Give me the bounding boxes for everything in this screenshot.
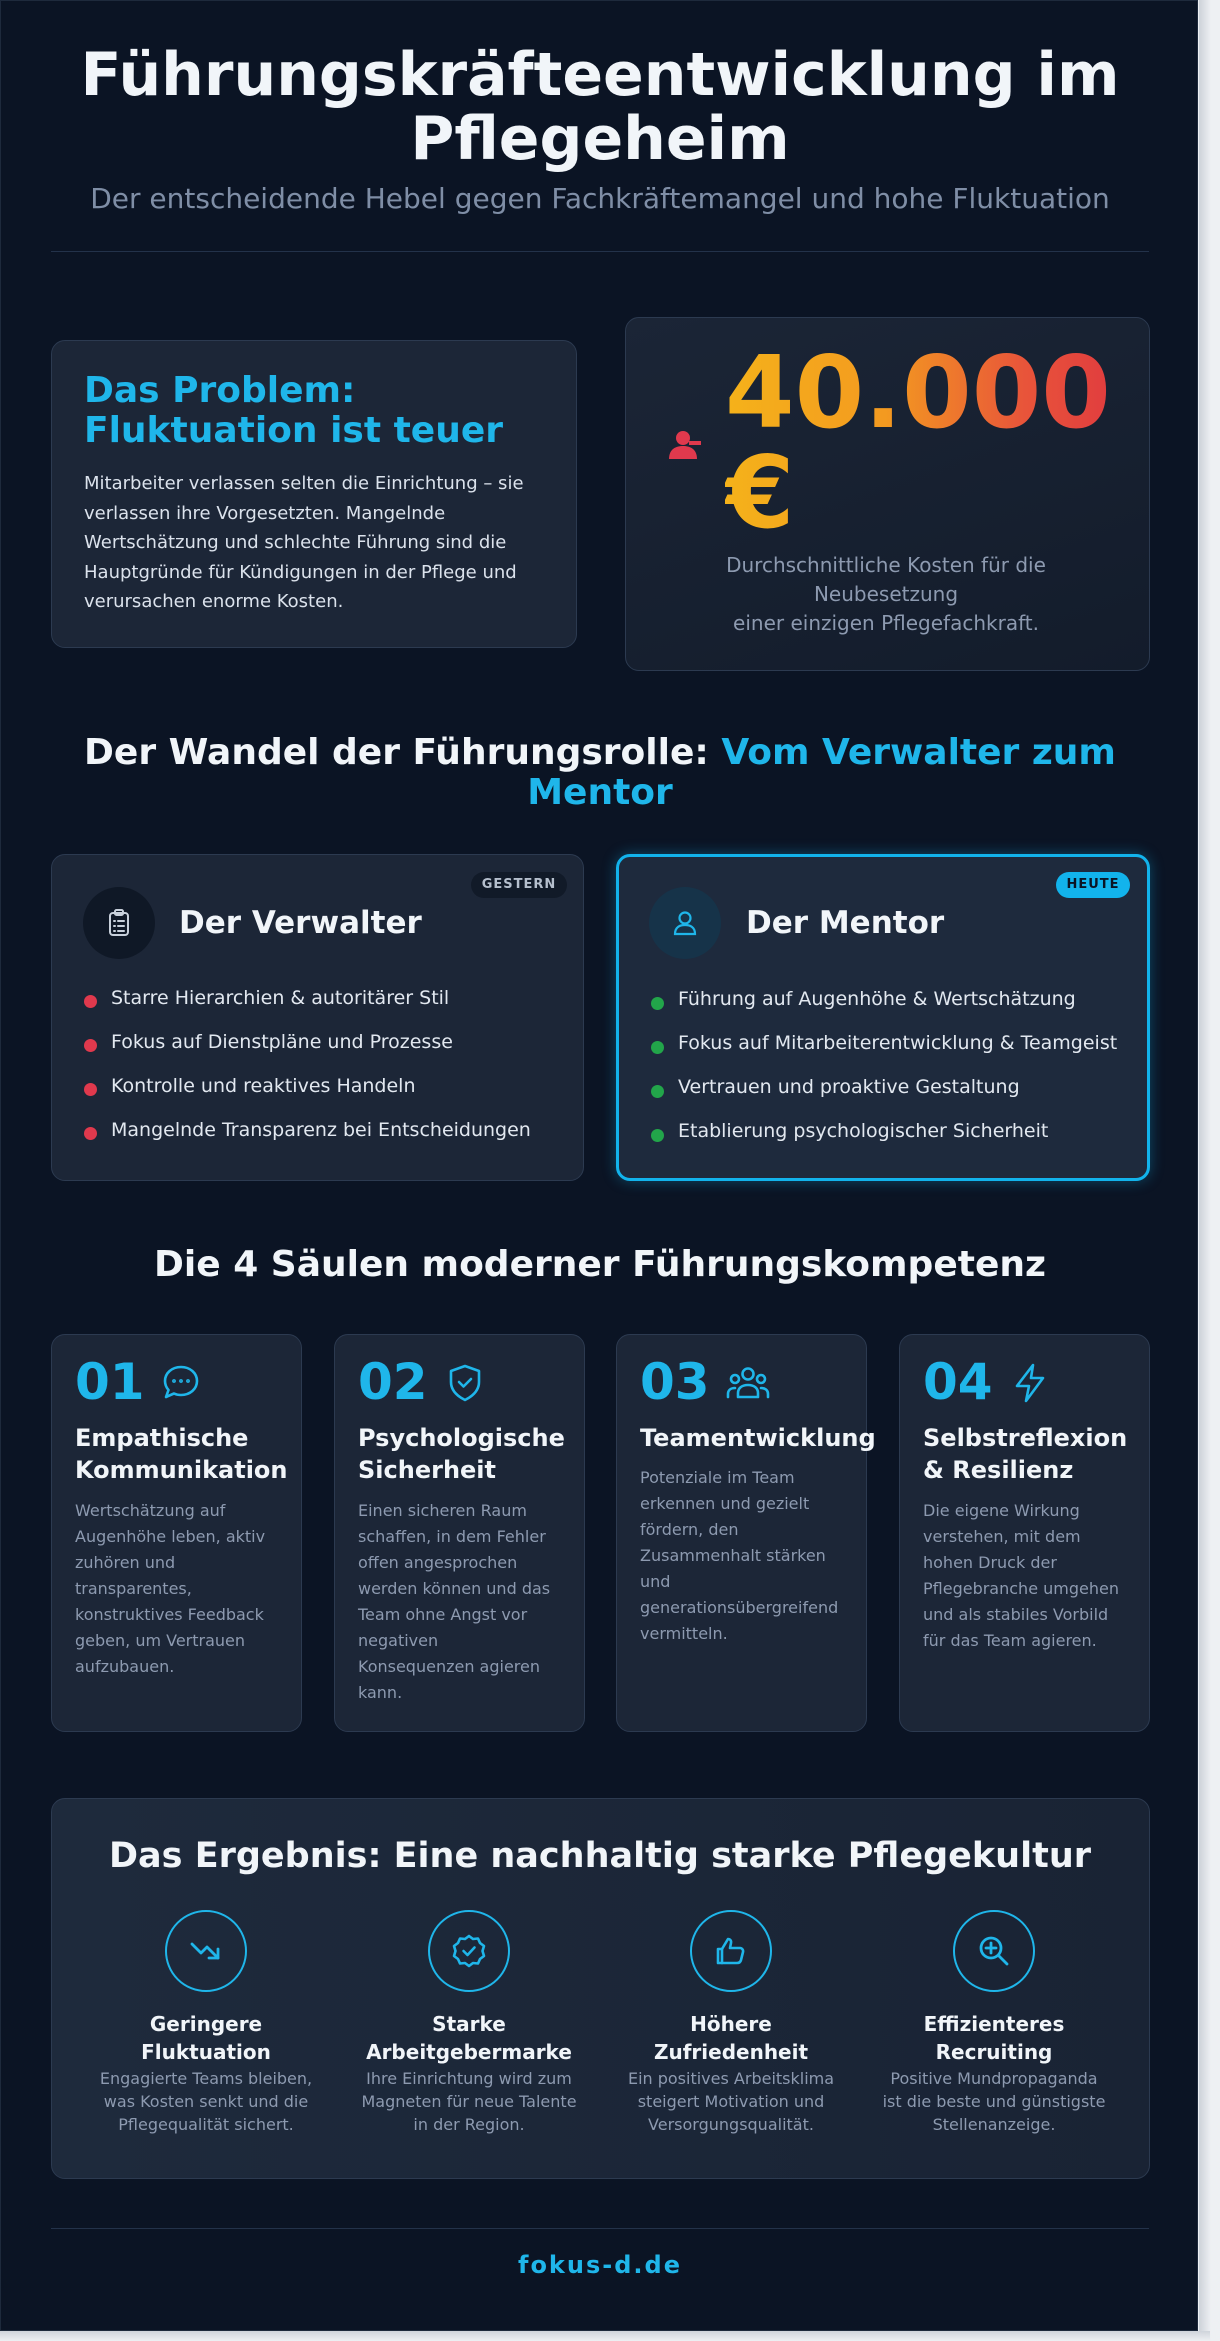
cost-caption bbox=[701, 551, 1071, 638]
team-icon bbox=[725, 1361, 771, 1405]
pillar-text-line: konstruktives Feedback bbox=[75, 1605, 264, 1624]
mentor-item: Vertrauen und proaktive Gestaltung bbox=[678, 1076, 1020, 1098]
bullet-red bbox=[84, 1127, 97, 1140]
result-item-text bbox=[339, 2067, 599, 2136]
badge-heute: HEUTE bbox=[1056, 872, 1130, 898]
badge-check-icon bbox=[428, 1910, 510, 1992]
result-item-text-line: steigert Motivation und bbox=[637, 2092, 825, 2111]
change-title-accent-line-2: Mentor bbox=[527, 772, 673, 813]
change-title-prefix: Der Wandel der Führungsrolle: bbox=[84, 732, 709, 773]
pillar-number: 03 bbox=[640, 1353, 710, 1411]
bullet-red bbox=[84, 1083, 97, 1096]
problem-title-line-1: Das Problem: bbox=[84, 370, 356, 411]
result-item-title-line-1: Höhere bbox=[690, 2012, 772, 2036]
result-item-text-line: was Kosten senkt und die bbox=[103, 2092, 309, 2111]
result-item-title-line-2: Fluktuation bbox=[141, 2040, 271, 2064]
result-item-text-line: in der Region. bbox=[413, 2115, 525, 2134]
pillar-text bbox=[358, 1498, 573, 1706]
bullet-green bbox=[651, 997, 664, 1010]
clipboard-icon bbox=[83, 887, 155, 959]
pillar-text-line: Konsequenzen agieren bbox=[358, 1657, 541, 1676]
cost-value bbox=[725, 334, 1125, 551]
verwalter-item: Starre Hierarchien & autoritärer Stil bbox=[111, 987, 450, 1009]
role-title-verwalter: Der Verwalter bbox=[179, 905, 422, 941]
pillar-text-line: für das Team agieren. bbox=[923, 1631, 1097, 1650]
pillar-text-line: transparentes, bbox=[75, 1579, 192, 1598]
cost-value-currency: € bbox=[725, 434, 795, 551]
result-item-title bbox=[864, 2010, 1124, 2066]
pillar-text-line: Augenhöhe leben, aktiv bbox=[75, 1527, 266, 1546]
pillar-text-line: negativen bbox=[358, 1631, 439, 1650]
bullet-green bbox=[651, 1041, 664, 1054]
result-item-title-line-2: Arbeitgebermarke bbox=[366, 2040, 572, 2064]
result-item-text-line: ist die beste und günstigste bbox=[882, 2092, 1106, 2111]
pillar-number: 02 bbox=[358, 1353, 428, 1411]
badge-gestern: GESTERN bbox=[471, 872, 567, 898]
result-item-text-line: Engagierte Teams bleiben, bbox=[99, 2069, 313, 2088]
role-title-mentor: Der Mentor bbox=[746, 905, 945, 941]
result-item-title bbox=[601, 2010, 861, 2066]
pillar-text-line: verstehen, mit dem bbox=[923, 1527, 1081, 1546]
pillar-text-line: Wertschätzung auf bbox=[75, 1501, 226, 1520]
verwalter-item: Fokus auf Dienstpläne und Prozesse bbox=[111, 1031, 453, 1053]
page-title-line-1: Führungskräfteentwicklung im bbox=[80, 40, 1120, 110]
bullet-green bbox=[651, 1085, 664, 1098]
page-shadow-right bbox=[1199, 0, 1211, 2341]
pillar-text bbox=[640, 1465, 855, 1647]
pillar-title bbox=[923, 1422, 1148, 1486]
pillar-number: 01 bbox=[75, 1353, 145, 1411]
pillar-title bbox=[640, 1422, 875, 1454]
pillar-text-line: offen angesprochen bbox=[358, 1553, 518, 1572]
result-item-text-line: Stellenanzeige. bbox=[932, 2115, 1056, 2134]
verwalter-item: Kontrolle und reaktives Handeln bbox=[111, 1075, 416, 1097]
pillar-title-line-2: Kommunikation bbox=[75, 1456, 288, 1484]
result-item-text-line: Magneten für neue Talente bbox=[361, 2092, 577, 2111]
result-item-title-line-1: Starke bbox=[432, 2012, 506, 2036]
pillar-text-line: und bbox=[640, 1572, 671, 1591]
pillar-text-line: zuhören und bbox=[75, 1553, 176, 1572]
pillar-title-line-2: & Resilienz bbox=[923, 1456, 1074, 1484]
result-item-text-line: Ein positives Arbeitsklima bbox=[627, 2069, 835, 2088]
pillar-text-line: vermitteln. bbox=[640, 1624, 728, 1643]
result-item-title-line-1: Effizienteres bbox=[923, 2012, 1065, 2036]
pillar-title-line-1: Selbstreflexion bbox=[923, 1424, 1128, 1452]
result-title: Das Ergebnis: Eine nachhaltig starke Pflegekultur bbox=[109, 1836, 1091, 1876]
page-shadow-bottom bbox=[0, 2331, 1210, 2341]
result-item-title-line-2: Zufriedenheit bbox=[653, 2040, 809, 2064]
mentor-item: Führung auf Augenhöhe & Wertschätzung bbox=[678, 988, 1076, 1010]
result-item-text-line: Pflegequalität sichert. bbox=[118, 2115, 294, 2134]
pillar-text-line: geben, um Vertrauen bbox=[75, 1631, 246, 1650]
result-item-text-line: Ihre Einrichtung wird zum bbox=[366, 2069, 572, 2088]
result-item-title bbox=[76, 2010, 336, 2066]
pillar-text bbox=[923, 1498, 1138, 1654]
pillar-text-line: Einen sicheren Raum bbox=[358, 1501, 527, 1520]
problem-title bbox=[84, 371, 564, 451]
shield-check-icon bbox=[443, 1361, 487, 1405]
pillar-title bbox=[358, 1422, 583, 1486]
pillar-text-line: und als stabiles Vorbild bbox=[923, 1605, 1109, 1624]
pillar-text-line: werden können und das bbox=[358, 1579, 551, 1598]
problem-title-line-2: Fluktuation ist teuer bbox=[84, 410, 504, 451]
pillar-title-line-1: Empathische bbox=[75, 1424, 249, 1452]
pillar-title-line-1: Psychologische bbox=[358, 1424, 565, 1452]
pillar-text-line: Team ohne Angst vor bbox=[358, 1605, 528, 1624]
result-item-text bbox=[864, 2067, 1124, 2136]
pillar-text-line: Potenziale im Team bbox=[640, 1468, 795, 1487]
mentor-item: Fokus auf Mitarbeiterentwicklung & Teamgeist bbox=[678, 1032, 1118, 1054]
chat-icon bbox=[159, 1361, 203, 1405]
result-item-title bbox=[339, 2010, 599, 2066]
pillar-text-line: schaffen, in dem Fehler bbox=[358, 1527, 546, 1546]
pillar-text-line: fördern, den bbox=[640, 1520, 739, 1539]
bullet-red bbox=[84, 995, 97, 1008]
pillar-number: 04 bbox=[923, 1353, 993, 1411]
page-subtitle: Der entscheidende Hebel gegen Fachkräftemangel und hohe Fluktuation bbox=[90, 182, 1110, 215]
change-title-accent: Vom Verwalter zum bbox=[721, 732, 1116, 773]
cost-value-number: 40.000 bbox=[725, 334, 1111, 451]
result-item-title-line-2: Recruiting bbox=[935, 2040, 1053, 2064]
footer-divider bbox=[51, 2228, 1149, 2229]
pillar-text-line: aufzubauen. bbox=[75, 1657, 175, 1676]
pillar-title-line-1: Teamentwicklung bbox=[640, 1424, 876, 1452]
cost-caption-line-1: Durchschnittliche Kosten für die Neubesetzung bbox=[726, 553, 1046, 606]
result-item-text-line: Positive Mundpropaganda bbox=[890, 2069, 1098, 2088]
thumbs-up-icon bbox=[690, 1910, 772, 1992]
search-zoom-icon bbox=[953, 1910, 1035, 1992]
bullet-green bbox=[651, 1129, 664, 1142]
pillar-text bbox=[75, 1498, 290, 1680]
pillar-text-line: hohen Druck der bbox=[923, 1553, 1057, 1572]
change-section-title bbox=[41, 733, 1159, 813]
problem-text: Mitarbeiter verlassen selten die Einrichtung – sie verlassen ihre Vorgesetzten. Mangelnde Wertschätzung und schlechte Führung sind die Hauptgründe für Kündigungen in der Pflege und verursachen enorme Kosten. bbox=[84, 473, 524, 612]
pillar-text-line: kann. bbox=[358, 1683, 403, 1702]
pillar-text-line: Die eigene Wirkung bbox=[923, 1501, 1080, 1520]
lightning-icon bbox=[1008, 1361, 1052, 1405]
pillars-section-title: Die 4 Säulen moderner Führungskompetenz bbox=[154, 1244, 1046, 1285]
result-item-text bbox=[76, 2067, 336, 2136]
verwalter-item: Mangelnde Transparenz bei Entscheidungen bbox=[111, 1119, 531, 1141]
pillar-text-line: Zusammenhalt stärken bbox=[640, 1546, 826, 1565]
bullet-red bbox=[84, 1039, 97, 1052]
cost-caption-line-2: einer einzigen Pflegefachkraft. bbox=[733, 611, 1039, 635]
trend-down-icon bbox=[165, 1910, 247, 1992]
result-item-text-line: Versorgungsqualität. bbox=[648, 2115, 814, 2134]
header-divider bbox=[51, 251, 1149, 252]
mentor-item: Etablierung psychologischer Sicherheit bbox=[678, 1120, 1049, 1142]
pillar-title bbox=[75, 1422, 295, 1486]
user-minus-icon bbox=[663, 425, 703, 465]
pillar-title-line-2: Sicherheit bbox=[358, 1456, 496, 1484]
page-title bbox=[41, 40, 1159, 174]
pillar-text-line: Pflegebranche umgehen bbox=[923, 1579, 1119, 1598]
result-item-title-line-1: Geringere bbox=[149, 2012, 263, 2036]
pillar-text-line: erkennen und gezielt bbox=[640, 1494, 810, 1513]
result-item-text bbox=[601, 2067, 861, 2136]
page-title-line-2: Pflegeheim bbox=[410, 104, 790, 174]
user-icon bbox=[649, 887, 721, 959]
pillar-text-line: generationsübergreifend bbox=[640, 1598, 839, 1617]
footer-link[interactable]: fokus-d.de bbox=[518, 2251, 682, 2279]
